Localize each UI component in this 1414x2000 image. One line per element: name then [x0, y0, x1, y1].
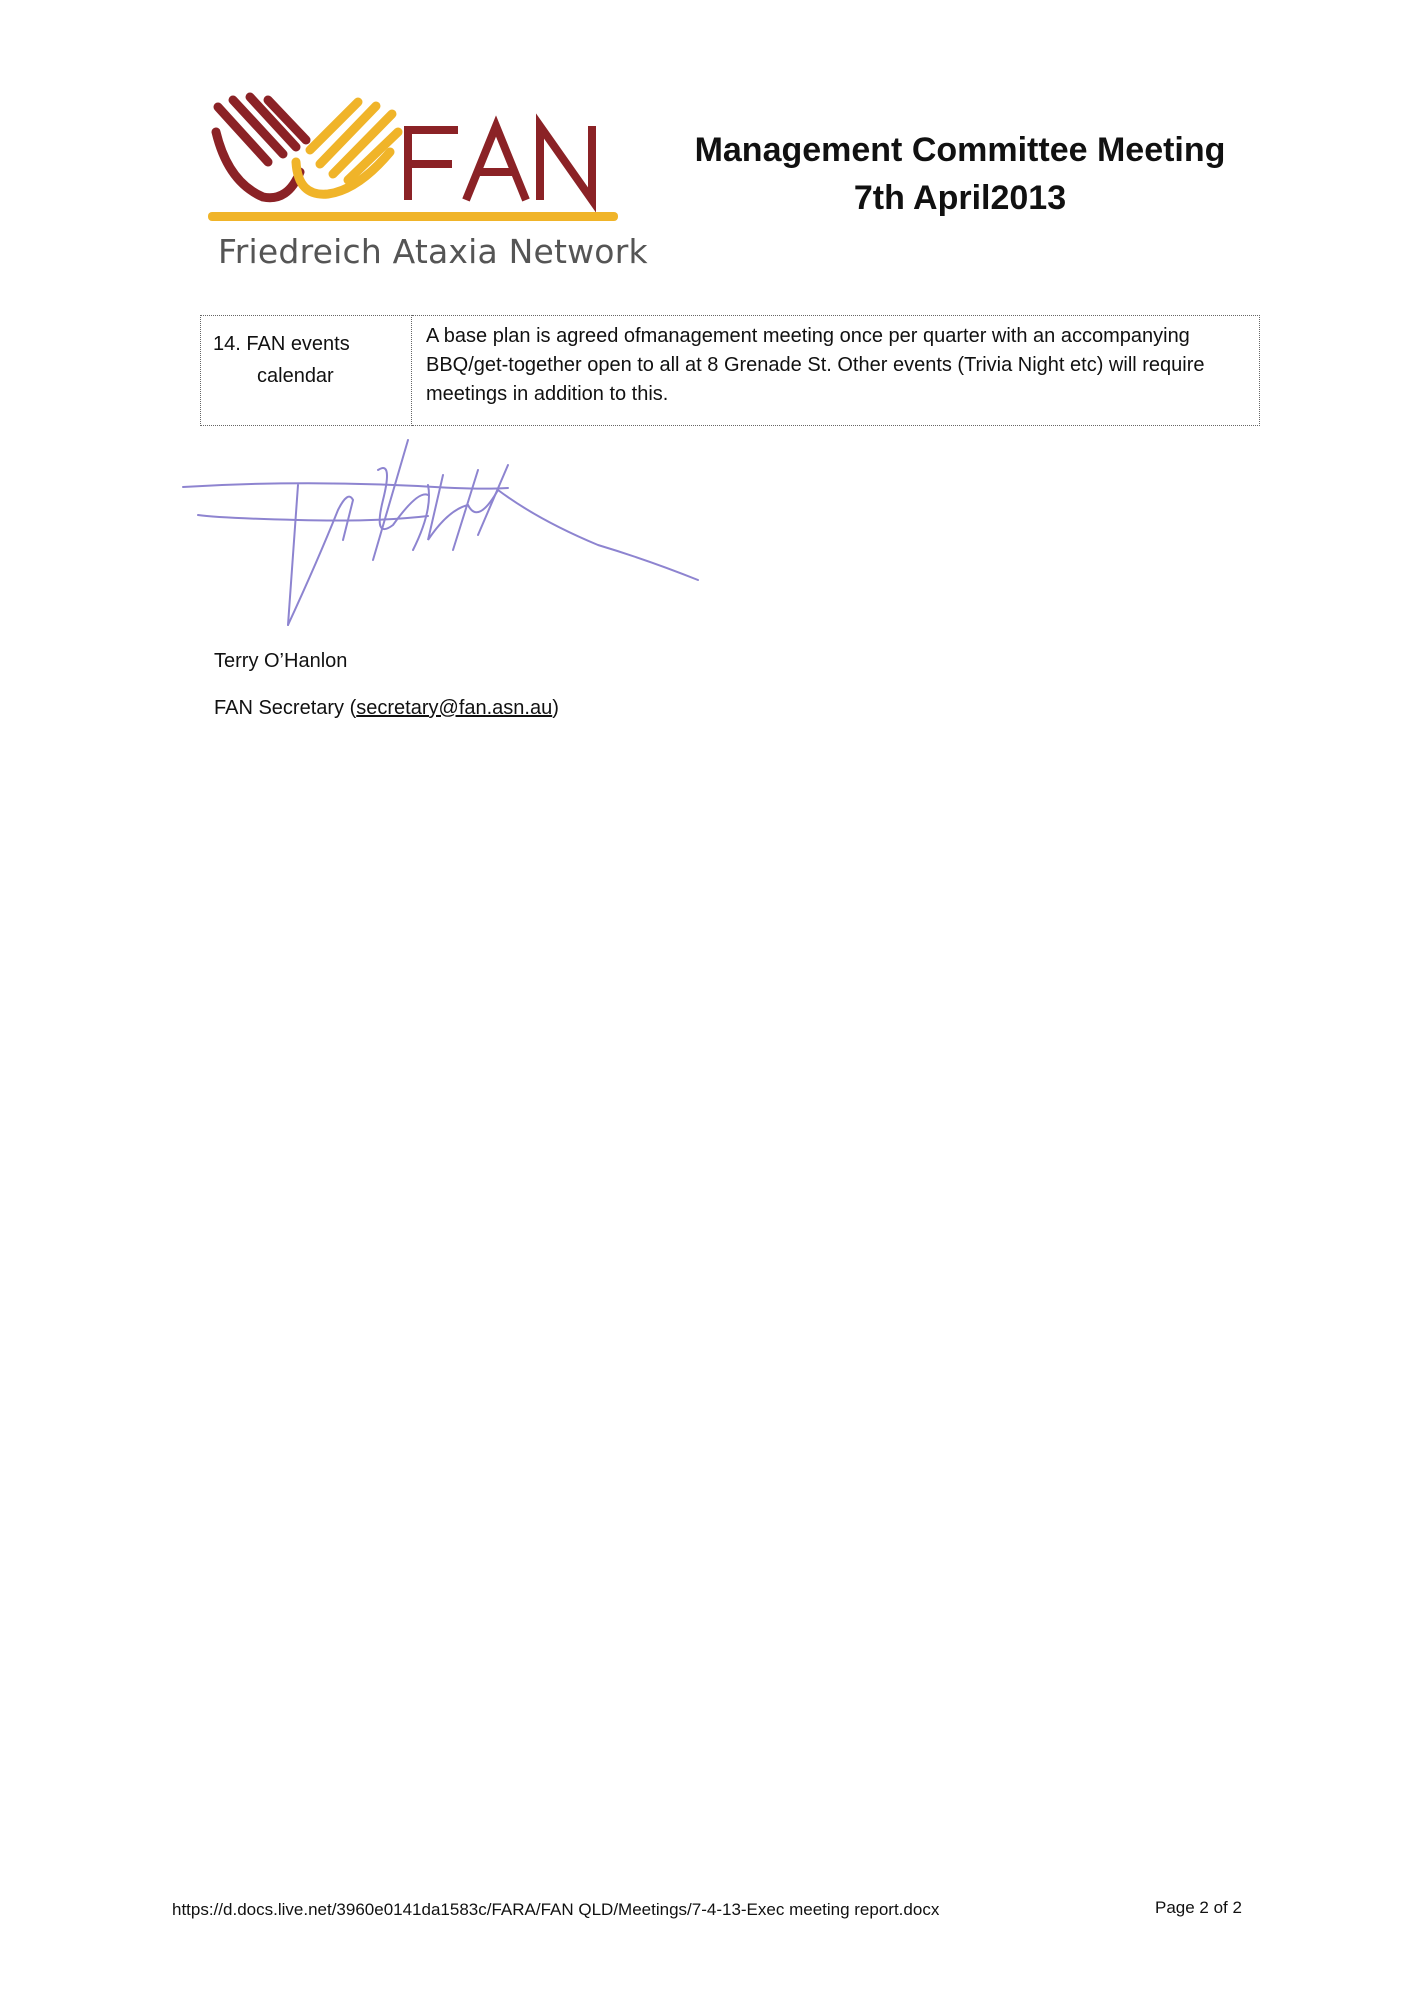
footer-page-number: Page 2 of 2: [1155, 1898, 1242, 1917]
signature-icon: [178, 430, 708, 630]
role-suffix: ): [552, 697, 559, 719]
item-label-cell: [201, 316, 412, 426]
org-tagline: Friedreich Ataxia Network: [218, 232, 648, 271]
signatory-role: [214, 697, 559, 720]
table-row: [201, 316, 1260, 426]
item-label-line-2: calendar: [257, 365, 334, 387]
title-line-2: 7th April2013: [853, 179, 1067, 217]
page-title: [660, 126, 1260, 222]
handwritten-signature: [178, 430, 708, 630]
signatory-name: Terry O’Hanlon: [214, 650, 348, 672]
role-prefix: FAN Secretary (: [214, 697, 357, 719]
item-label-line-1: 14. FAN events: [213, 333, 350, 355]
item-body-cell: A base plan is agreed ofmanagement meeting once per quarter with an accompanying BBQ/get-together open to all at 8 Grenade St. Other events (Trivia Night etc) will require meetings in addition to this.: [412, 316, 1260, 426]
title-line-1: Management Committee Meeting: [694, 131, 1226, 169]
agenda-table: [200, 315, 1260, 426]
email-link[interactable]: secretary@fan.asn.au: [356, 697, 553, 719]
footer-file-path: https://d.docs.live.net/3960e0141da1583c/FARA/FAN QLD/Meetings/7-4-13-Exec meeting report.docx: [172, 1900, 940, 1919]
